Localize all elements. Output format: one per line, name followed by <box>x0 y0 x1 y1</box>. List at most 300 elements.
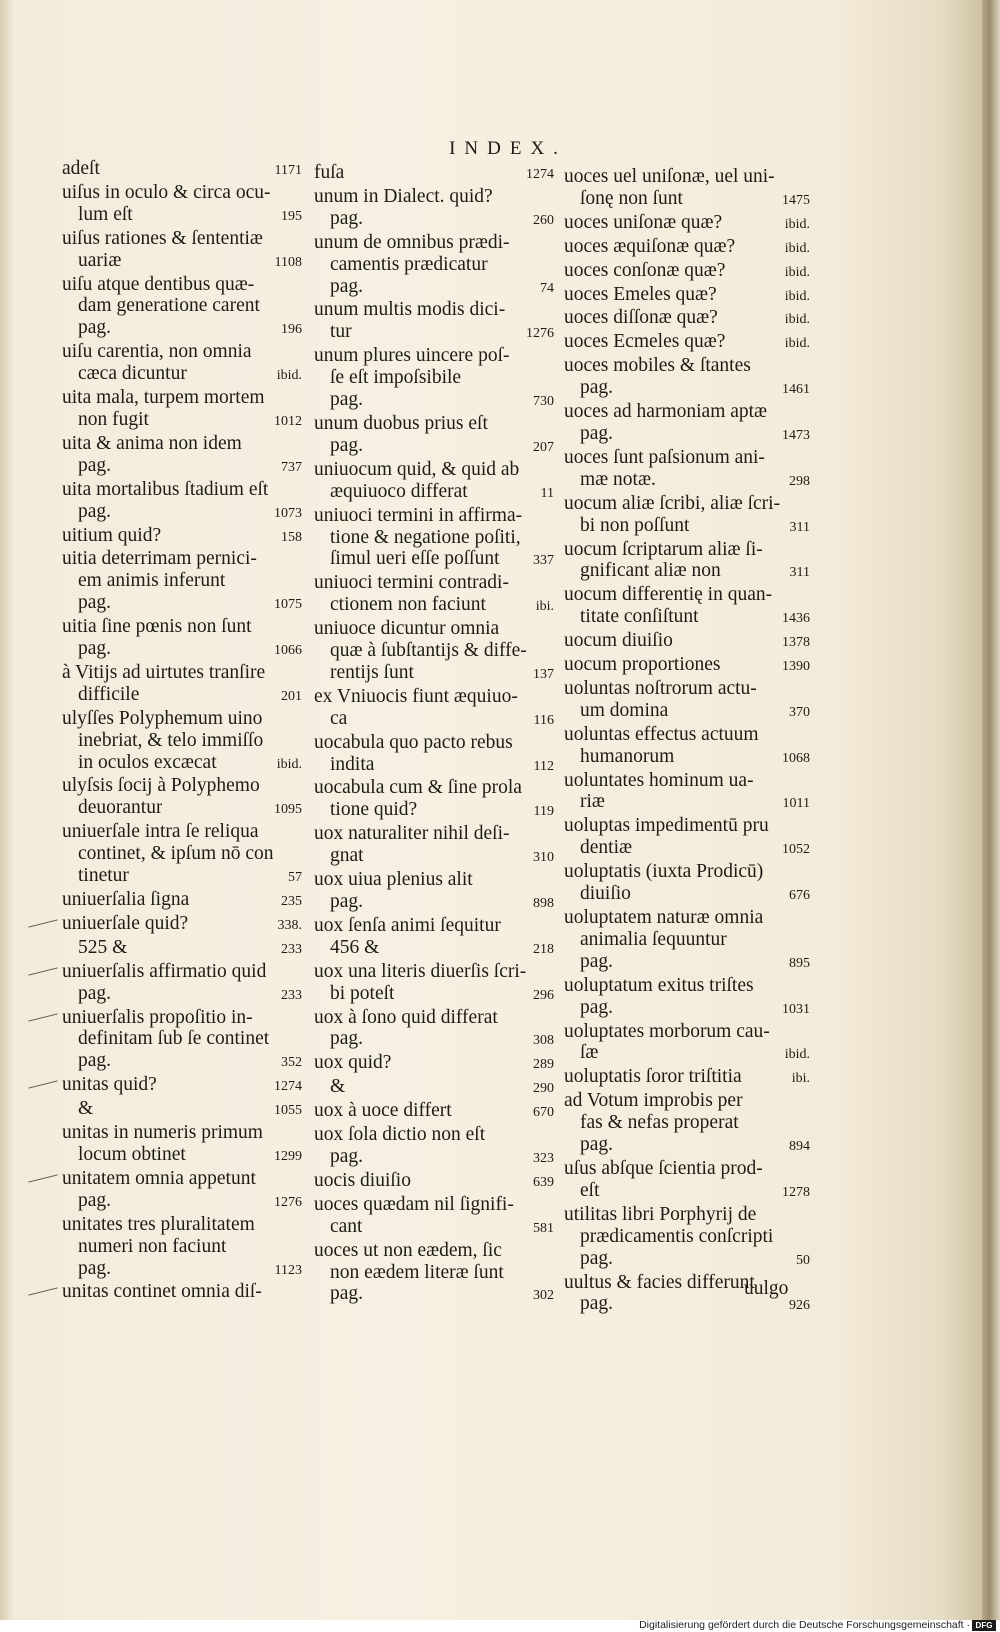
index-entry-continuation-line <box>62 1028 302 1050</box>
index-entry-page-number: 1075 <box>274 597 302 613</box>
index-entry-page-number: 119 <box>533 804 554 820</box>
index-entry-text: uoces Emeles quæ? <box>564 283 717 305</box>
index-entry-page-number: 581 <box>533 1220 554 1236</box>
index-entry-text: rentijs ſunt <box>330 661 414 683</box>
index-entry-page-number: 1390 <box>782 659 810 675</box>
index-entry-headword-line <box>314 1240 554 1262</box>
index-entry-continuation-line <box>314 594 554 618</box>
index-entry-text: unum de omnibus prædi- <box>314 231 510 253</box>
index-entry-text: uocabula quo pacto rebus <box>314 731 513 753</box>
margin-pen-mark <box>28 967 57 975</box>
index-entry-continuation-line <box>62 1098 302 1122</box>
index-entry-text: ca <box>330 707 348 729</box>
running-header: INDEX. <box>449 138 567 159</box>
index-entry-page-number: 898 <box>533 896 554 911</box>
index-entry <box>62 433 302 479</box>
index-entry <box>564 447 810 493</box>
index-entry-text: uoces mobiles & ſtantes <box>564 355 751 377</box>
index-entry <box>62 182 302 228</box>
index-entry-continuation-line <box>314 435 554 459</box>
index-entry-page-number: ibi. <box>791 1071 810 1087</box>
index-entry-page-number: 1475 <box>782 192 810 208</box>
index-entry-page-number: 74 <box>540 280 554 296</box>
index-entry <box>62 387 302 433</box>
index-entry <box>564 236 810 260</box>
index-entry <box>564 539 810 585</box>
index-entry <box>564 770 810 816</box>
index-entry-text: unitatem omnia appetunt <box>62 1167 256 1189</box>
index-entry-text: uocum diuiſio <box>564 630 673 652</box>
index-entry-page-number: 112 <box>533 758 554 774</box>
index-entry-page-number: 895 <box>789 955 810 971</box>
index-entry <box>62 708 302 776</box>
index-entry-continuation-line <box>564 469 810 493</box>
index-entry-page-number: 311 <box>789 519 810 535</box>
margin-pen-mark <box>28 1013 57 1021</box>
index-entry-page-number: 290 <box>533 1081 554 1097</box>
index-entry-continuation-line <box>62 797 302 821</box>
index-entry-page-number: 1274 <box>526 167 554 182</box>
index-entry-text: uox à ſono quid differat <box>314 1006 498 1028</box>
index-entry-text: uitia ſine pœnis non ſunt <box>62 616 252 638</box>
index-entry-text: locum obtinet <box>78 1143 186 1165</box>
index-entry-headword-line <box>564 861 810 883</box>
index-entry-continuation-line <box>62 409 302 433</box>
index-entry-continuation-line <box>62 983 302 1007</box>
index-entry-continuation-line <box>62 1144 302 1168</box>
index-entry <box>314 1194 554 1240</box>
index-entry-text: uoces ſunt paſsionum ani- <box>564 446 765 468</box>
index-entry-text: uita & anima non idem <box>62 432 242 454</box>
index-entry <box>314 1052 554 1100</box>
index-entry-headword-line <box>314 345 554 367</box>
index-entry-page-number: 311 <box>789 565 810 581</box>
index-entry-continuation-line <box>62 1236 302 1258</box>
index-entry <box>314 823 554 869</box>
index-entry-text: uniuerſale intra ſe reliqua <box>62 821 259 843</box>
index-entry-text: uitium quid? <box>62 524 162 546</box>
index-entry-continuation-line <box>564 1248 810 1272</box>
index-entry <box>564 584 810 630</box>
index-entry-page-number: 1012 <box>274 413 302 429</box>
index-entry-text: à Vitijs ad uirtutes tranſire <box>62 661 266 683</box>
index-entry-text: cæca dicuntur <box>78 363 187 385</box>
index-entry <box>314 299 554 345</box>
index-entry-continuation-line <box>62 204 302 228</box>
index-entry-continuation-line <box>564 377 810 401</box>
index-entry-text: uocis diuiſio <box>314 1169 411 1191</box>
index-entry-text: uoluntates hominum ua- <box>564 769 754 791</box>
index-entry-page-number: 1108 <box>274 254 302 270</box>
index-entry-text: uita mortalibus ſtadium eſt <box>62 478 269 500</box>
index-entry-continuation-line <box>564 700 810 724</box>
index-entry-text: unitates tres pluralitatem <box>62 1213 255 1235</box>
index-entry-text: uocum aliæ ſcribi, aliæ ſcri- <box>564 492 781 514</box>
index-entry-text: gnificant aliæ non <box>580 560 721 582</box>
index-entry-text: uoluptatis ſoror triſtitia <box>564 1066 742 1088</box>
index-entry-continuation-line <box>564 1180 810 1204</box>
index-entry-headword-line <box>564 907 810 929</box>
index-entry-text: uox uiua plenius alit <box>314 869 473 891</box>
index-entry-page-number: 289 <box>533 1057 554 1073</box>
index-entry-page-number: 1123 <box>274 1262 302 1278</box>
index-entry-headword-line <box>314 1052 554 1076</box>
index-entry-text: ulyſsis ſocij à Polyphemo <box>62 775 260 797</box>
index-entry-continuation-line <box>314 321 554 345</box>
index-entry <box>314 459 554 505</box>
index-entry-headword-line <box>564 724 810 746</box>
index-entry-page-number: 352 <box>281 1055 302 1071</box>
index-entry-text: uiſus rationes & ſententiæ <box>62 227 263 249</box>
index-entry-page-number: 676 <box>789 888 810 904</box>
index-entry-continuation-line <box>62 1050 302 1074</box>
index-entry-continuation-line <box>564 606 810 630</box>
index-entry-headword-line <box>62 1007 302 1029</box>
index-entry-text: uoluptatum exitus triſtes <box>564 974 754 996</box>
index-entry-page-number: ibid. <box>784 312 810 328</box>
index-entry-text: bi poteſt <box>330 982 395 1004</box>
index-entry-continuation-line <box>314 754 554 778</box>
index-entry-page-number: 233 <box>281 987 302 1003</box>
index-entry-headword-line <box>314 686 554 708</box>
index-entry-text: ex Vniuocis fiunt æquiuo- <box>314 685 518 707</box>
index-entry-headword-line <box>62 1074 302 1098</box>
index-entry <box>314 1007 554 1053</box>
index-entry-text: fas & nefas properat <box>580 1112 739 1134</box>
margin-pen-mark <box>28 1288 57 1296</box>
index-entry-text: uniuoce dicuntur omnia <box>314 618 500 640</box>
index-entry-text: uoces diſſonæ quæ? <box>564 307 718 329</box>
index-entry-page-number: 235 <box>281 894 302 909</box>
index-entry <box>564 975 810 1021</box>
index-entry-headword-line <box>564 212 810 236</box>
index-entry-continuation-line <box>314 845 554 869</box>
index-entry-headword-line <box>564 1158 810 1180</box>
index-entry-continuation-line <box>314 708 554 732</box>
index-entry-text: & <box>78 1098 94 1120</box>
index-entry-text: indita <box>330 753 375 775</box>
index-entry <box>314 232 554 300</box>
index-entry-text: uoces quædam nil ſignifi- <box>314 1193 514 1215</box>
index-entry-continuation-line <box>314 662 554 686</box>
index-entry-text: ctionem non faciunt <box>330 594 486 616</box>
index-entry <box>62 158 302 182</box>
index-entry-text: 525 & <box>78 936 128 958</box>
index-entry-continuation-line <box>314 481 554 505</box>
index-entry-text: difficile <box>78 683 140 705</box>
index-entry-text: uoluptatis (iuxta Prodicū) <box>564 861 764 883</box>
index-entry-continuation-line <box>314 1216 554 1240</box>
index-entry-page-number: 338. <box>277 917 302 933</box>
index-entry-page-number: 302 <box>533 1288 554 1304</box>
index-entry-text: ſæ <box>580 1042 599 1064</box>
index-entry-text: unum multis modis dici- <box>314 299 506 321</box>
index-entry-page-number: 50 <box>796 1252 810 1268</box>
index-entry-continuation-line <box>314 389 554 413</box>
index-entry-page-number: 926 <box>789 1298 810 1314</box>
index-entry-continuation-line <box>314 276 554 300</box>
index-entry-text: uocum differentię in quan- <box>564 584 773 606</box>
index-entry-page-number: 11 <box>540 485 554 501</box>
index-entry-text: uocabula cum & ſine prola <box>314 777 522 799</box>
index-entry <box>62 228 302 274</box>
index-entry-page-number: 1274 <box>274 1079 302 1095</box>
catchword: uulgo <box>744 1278 789 1299</box>
index-entry <box>564 1090 810 1158</box>
index-entry <box>314 505 554 573</box>
index-entry-page-number: ibi. <box>535 599 554 615</box>
index-entry-page-number: ibid. <box>784 336 810 352</box>
dfg-logo: DFG <box>972 1620 996 1631</box>
index-entry-continuation-line <box>564 423 810 447</box>
index-entry-text: tinetur <box>78 865 129 887</box>
index-entry-page-number: 218 <box>533 941 554 957</box>
index-entry-text: uox ſola dictio non eſt <box>314 1124 486 1146</box>
index-entry-page-number: ibid. <box>784 240 810 256</box>
index-entry-headword-line <box>62 913 302 937</box>
index-entry-page-number: 323 <box>533 1150 554 1166</box>
index-entry-text: ſonę non ſunt <box>580 187 683 209</box>
index-entry-headword-line <box>314 1007 554 1029</box>
index-entry-continuation-line <box>564 929 810 951</box>
index-entry-text: uniuoci termini contradi- <box>314 572 509 594</box>
index-entry <box>62 889 302 913</box>
index-entry-text: pag. <box>78 1257 112 1279</box>
index-entry-continuation-line <box>314 1262 554 1284</box>
index-entry-page-number: 337 <box>533 553 554 569</box>
index-entry-continuation-line <box>62 752 302 776</box>
index-entry-headword-line <box>564 539 810 561</box>
index-entry-page-number: 116 <box>533 712 554 728</box>
index-entry-page-number: 201 <box>281 688 302 704</box>
index-entry-page-number: 158 <box>281 529 302 545</box>
index-entry-headword-line <box>564 166 810 188</box>
index-entry-text: dam generatione carent <box>78 295 260 317</box>
index-entry <box>62 616 302 662</box>
index-entry-page-number: 1052 <box>782 842 810 858</box>
index-entry-text: pag. <box>330 1028 364 1050</box>
index-entry-headword-line <box>314 869 554 891</box>
index-entry-text: pag. <box>330 207 364 229</box>
index-entry-headword-line <box>564 447 810 469</box>
index-entry-text: pag. <box>580 422 614 444</box>
index-entry-text: non fugit <box>78 408 149 430</box>
index-entry-text: uariæ <box>78 249 122 271</box>
index-entry-headword-line <box>314 777 554 799</box>
index-entry-headword-line <box>62 1122 302 1144</box>
index-entry <box>314 162 554 186</box>
index-entry-page-number: 207 <box>533 439 554 455</box>
index-entry-text: animalia ſequuntur <box>580 928 727 950</box>
index-entry-headword-line <box>314 572 554 594</box>
index-entry-continuation-line <box>314 527 554 549</box>
index-entry-text: uoluntas noſtrorum actu- <box>564 677 757 699</box>
index-entry-text: non eædem literæ ſunt <box>330 1261 504 1283</box>
index-entry-continuation-line <box>314 640 554 662</box>
index-entry-continuation-line <box>62 843 302 865</box>
index-entry-headword-line <box>564 355 810 377</box>
index-entry-text: adeſt <box>62 158 100 179</box>
index-entry-page-number: 1378 <box>782 635 810 651</box>
index-entry <box>62 1007 302 1075</box>
index-entry-continuation-line <box>314 937 554 961</box>
index-entry-text: continet, & ipſum nō con <box>78 843 274 865</box>
index-entry-text: pag. <box>330 891 364 912</box>
index-entry-text: unum duobus prius eſt <box>314 412 488 434</box>
index-entry-text: uoces ad harmoniam aptæ <box>564 401 768 423</box>
index-entry-continuation-line <box>314 1028 554 1052</box>
index-entry-continuation-line <box>564 1134 810 1158</box>
index-entry-page-number: 310 <box>533 850 554 866</box>
index-entry-page-number: 296 <box>533 987 554 1003</box>
index-entry-headword-line <box>314 299 554 321</box>
index-entry-text: uiſu carentia, non omnia <box>62 341 252 363</box>
index-entry-page-number: 195 <box>281 208 302 224</box>
index-entry-text: em animis inferunt <box>78 570 226 592</box>
index-entry-text: tione quid? <box>330 799 418 821</box>
index-entry <box>564 1158 810 1204</box>
index-entry-continuation-line <box>62 455 302 479</box>
index-entry-headword-line <box>62 182 302 204</box>
index-entry <box>314 572 554 618</box>
index-entry-page-number: 1171 <box>274 163 302 178</box>
index-entry-continuation-line <box>314 208 554 232</box>
index-entry-page-number: 670 <box>533 1105 554 1121</box>
index-entry-headword-line <box>62 662 302 684</box>
index-entry <box>564 815 810 861</box>
index-entry-headword-line <box>564 1204 810 1226</box>
index-entry-headword-line <box>62 775 302 797</box>
index-entry <box>564 401 810 447</box>
index-entry-text: titate conſiſtunt <box>580 606 699 628</box>
index-entry-text: uitia deterrimam pernici- <box>62 548 257 570</box>
index-entry <box>314 686 554 732</box>
index-entry-text: uniuocum quid, & quid ab <box>314 458 520 480</box>
index-entry-continuation-line <box>62 1190 302 1214</box>
index-entry-headword-line <box>314 162 554 186</box>
index-entry-headword-line <box>564 975 810 997</box>
index-entry-text: uniuerſalis propoſitio in- <box>62 1006 253 1028</box>
index-entry-headword-line <box>62 341 302 363</box>
index-entry-text: uiſus in oculo & circa ocu- <box>62 181 271 203</box>
index-entry-page-number: ibid. <box>784 216 810 232</box>
index-entry-page-number: 1068 <box>782 750 810 766</box>
index-entry-text: pag. <box>580 377 614 399</box>
index-entry-text: dentiæ <box>580 837 632 859</box>
index-entry-headword-line <box>62 274 302 296</box>
index-entry-text: pag. <box>78 982 112 1004</box>
index-entry-text: pag. <box>330 1145 364 1167</box>
index-entry-text: uox una literis diuerſis ſcri- <box>314 960 527 982</box>
index-entry <box>314 869 554 915</box>
index-entry-page-number: ibid. <box>276 368 302 384</box>
index-entry-continuation-line <box>564 560 810 584</box>
index-entry-headword-line <box>564 1021 810 1043</box>
index-entry-text: pag. <box>580 950 614 972</box>
index-entry-continuation-line <box>62 570 302 592</box>
index-entry-page-number: 1073 <box>274 505 302 521</box>
index-entry-continuation-line <box>564 951 810 975</box>
footer-credit: Digitalisierung gefördert durch die Deutsche Forschungsgemeinschaft · <box>639 1619 970 1631</box>
index-entry-text: pag. <box>78 317 112 339</box>
index-entry-text: uniuerſale quid? <box>62 912 189 934</box>
index-entry-headword-line <box>314 732 554 754</box>
index-entry-continuation-line <box>564 746 810 770</box>
index-entry <box>62 1281 302 1303</box>
index-column-3 <box>564 166 810 1317</box>
index-entry <box>314 915 554 961</box>
index-entry-page-number: 1461 <box>782 382 810 398</box>
index-entry <box>314 777 554 823</box>
index-entry-text: uniuoci termini in affirma- <box>314 504 523 526</box>
index-entry-text: pag. <box>330 434 364 456</box>
index-entry-continuation-line <box>62 501 302 525</box>
index-entry-headword-line <box>314 505 554 527</box>
index-entry <box>564 260 810 284</box>
index-entry-continuation-line <box>564 1112 810 1134</box>
index-entry <box>564 307 810 331</box>
index-entry-text: fuſa <box>314 162 345 183</box>
footer-bar <box>0 1620 1000 1632</box>
index-entry-text: eſt <box>580 1179 600 1201</box>
index-entry <box>62 1074 302 1122</box>
index-entry <box>314 732 554 778</box>
index-entry-text: um domina <box>580 699 669 721</box>
index-entry-headword-line <box>564 1066 810 1090</box>
index-entry-text: uiſu atque dentibus quæ- <box>62 273 255 295</box>
index-entry <box>564 493 810 539</box>
index-entry-text: pag. <box>78 500 112 522</box>
index-entry-text: uoces Ecmeles quæ? <box>564 331 726 353</box>
index-entry <box>314 1124 554 1170</box>
index-entry-text: pag. <box>78 592 112 614</box>
index-entry-headword-line <box>62 548 302 570</box>
index-entry-text: uoluptates morborum cau- <box>564 1020 770 1042</box>
index-entry-text: unitas in numeris primum <box>62 1122 263 1144</box>
index-entry-text: uoces æquiſonæ quæ? <box>564 235 736 257</box>
index-entry-text: ſe eſt impoſsibile <box>330 367 462 389</box>
index-entry-page-number: 1436 <box>782 611 810 627</box>
index-entry-text: numeri non faciunt <box>78 1235 227 1257</box>
index-entry-continuation-line <box>564 1042 810 1066</box>
index-entry <box>564 861 810 907</box>
index-entry-page-number: 1473 <box>782 427 810 443</box>
index-entry <box>62 341 302 387</box>
index-entry-continuation-line <box>564 1226 810 1248</box>
index-entry-text: & <box>330 1076 346 1098</box>
index-entry <box>564 284 810 308</box>
index-entry-text: pag. <box>78 454 112 476</box>
index-entry-continuation-line <box>314 983 554 1007</box>
index-entry-text: uoces conſonæ quæ? <box>564 259 726 281</box>
index-entry-text: 456 & <box>330 936 380 958</box>
index-entry-page-number: 1276 <box>274 1194 302 1210</box>
index-entry-page-number: 1095 <box>274 802 302 818</box>
index-entry-text: uoces ut non eædem, ſic <box>314 1239 502 1261</box>
index-entry-text: uocum proportiones <box>564 654 721 676</box>
index-entry-continuation-line <box>564 883 810 907</box>
index-entry-text: pag. <box>78 1050 112 1072</box>
index-entry-text: uoluptatem naturæ omnia <box>564 907 764 928</box>
index-entry-page-number: 737 <box>281 459 302 475</box>
index-entry-text: unum plures uincere poſ- <box>314 345 510 367</box>
index-entry-continuation-line <box>314 1076 554 1100</box>
index-entry-continuation-line <box>62 684 302 708</box>
index-entry <box>564 724 810 770</box>
index-entry-text: uſus abſque ſcientia prod- <box>564 1157 763 1179</box>
index-entry <box>314 1100 554 1124</box>
index-entry <box>314 345 554 413</box>
